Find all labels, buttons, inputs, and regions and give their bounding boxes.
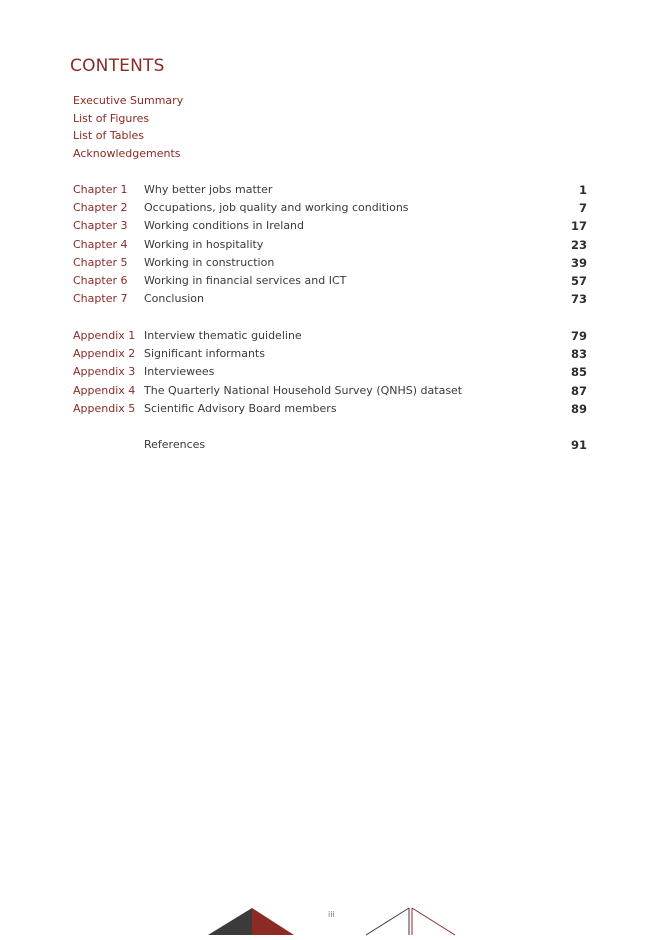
toc-item-list-of-tables[interactable]: List of Tables	[73, 129, 145, 143]
dark-triangle-shape	[208, 908, 252, 935]
toc-row-chapter-6[interactable]	[73, 272, 587, 290]
toc-row-chapter-1[interactable]	[73, 181, 587, 199]
page-number: iii	[328, 910, 335, 919]
references-block	[73, 436, 587, 454]
toc-row-chapter-5[interactable]	[73, 254, 587, 272]
chapter-label: Chapter 5	[73, 255, 128, 269]
chapter-title: Working in financial services and ICT	[144, 273, 347, 287]
toc-row-appendix-5[interactable]	[73, 400, 587, 418]
chapter-title: Working in construction	[144, 255, 275, 269]
outline-line-right	[412, 908, 455, 935]
toc-row-chapter-4[interactable]	[73, 236, 587, 254]
chapter-page-number: 7	[578, 201, 587, 216]
appendix-page-number: 79	[570, 329, 587, 343]
chapter-title: Working conditions in Ireland	[144, 219, 305, 233]
chapter-title: Conclusion	[144, 292, 204, 306]
toc-item-acknowledgements[interactable]: Acknowledgements	[73, 147, 181, 161]
footer-decoration	[0, 900, 662, 940]
chapter-page-number: 73	[570, 292, 587, 307]
appendix-page-number: 85	[570, 365, 587, 380]
appendix-label: Appendix 2	[73, 347, 136, 361]
chapter-label: Chapter 1	[73, 183, 128, 196]
page-title: CONTENTS	[70, 56, 165, 76]
front-matter-list	[73, 92, 183, 163]
appendices-list	[73, 327, 587, 418]
references-title: References	[144, 438, 206, 451]
appendix-page-number: 89	[570, 401, 587, 416]
appendix-title: Interview thematic guideline	[144, 329, 302, 342]
appendix-title: Significant informants	[144, 347, 265, 361]
appendix-label: Appendix 3	[73, 365, 136, 379]
toc-row-appendix-1[interactable]	[73, 327, 587, 345]
chapter-title: Why better jobs matter	[144, 183, 273, 196]
appendix-page-number: 83	[570, 347, 587, 362]
toc-row-chapter-3[interactable]	[73, 217, 587, 235]
appendix-title: The Quarterly National Household Survey (QNHS) dataset	[144, 383, 463, 397]
chapter-title: Working in hospitality	[144, 237, 264, 251]
toc-item-list-of-figures[interactable]: List of Figures	[73, 111, 150, 125]
toc-row-appendix-3[interactable]	[73, 363, 587, 381]
toc-row-chapter-2[interactable]	[73, 199, 587, 217]
chapter-label: Chapter 2	[73, 201, 128, 215]
toc-row-appendix-4[interactable]	[73, 382, 587, 400]
chapter-label: Chapter 3	[73, 219, 128, 233]
outline-line-left	[366, 908, 409, 935]
appendix-label: Appendix 1	[73, 329, 136, 342]
chapter-page-number: 17	[570, 219, 587, 234]
appendix-label: Appendix 5	[73, 401, 136, 415]
chapter-label: Chapter 7	[73, 292, 128, 306]
chapter-page-number: 57	[570, 273, 587, 288]
toc-item-executive-summary[interactable]: Executive Summary	[73, 94, 184, 107]
red-triangle-shape	[252, 908, 294, 935]
chapter-page-number: 39	[570, 255, 587, 270]
chapter-page-number: 1	[578, 183, 587, 197]
appendix-page-number: 87	[570, 383, 587, 398]
chapter-label: Chapter 4	[73, 237, 128, 251]
toc-row-references[interactable]	[73, 436, 587, 454]
chapter-page-number: 23	[570, 237, 587, 252]
chapter-title: Occupations, job quality and working conditions	[144, 201, 409, 215]
references-page-number: 91	[570, 438, 587, 452]
appendix-title: Scientific Advisory Board members	[144, 401, 337, 415]
chapter-label: Chapter 6	[73, 273, 128, 287]
toc-row-chapter-7[interactable]	[73, 290, 587, 308]
appendix-label: Appendix 4	[73, 383, 136, 397]
toc-row-appendix-2[interactable]	[73, 345, 587, 363]
chapters-list	[73, 181, 587, 308]
appendix-title: Interviewees	[144, 365, 215, 379]
